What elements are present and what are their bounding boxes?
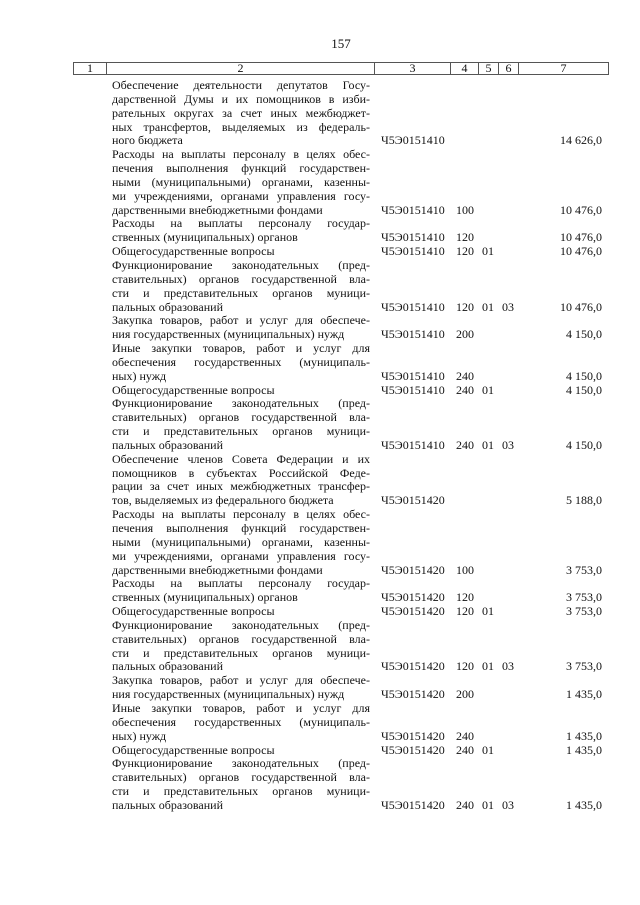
table-row xyxy=(0,384,640,398)
amount: 10 476,0 xyxy=(560,299,602,314)
section-code: 01 xyxy=(482,659,494,674)
description-line: дарственными внебюджетными фондами xyxy=(112,562,323,577)
description-line: ных) нужд xyxy=(112,728,167,743)
target-article-code: Ч5Э0151420 xyxy=(381,687,445,702)
expense-type-code: 120 xyxy=(456,604,474,619)
amount: 3 753,0 xyxy=(566,590,602,605)
table-row xyxy=(0,397,640,452)
column-header-7: 7 xyxy=(560,61,567,75)
row-description xyxy=(112,245,370,259)
description-line: ния государственных (муниципальных) нужд xyxy=(112,327,345,342)
table-row xyxy=(0,79,640,148)
description-line: Иные закупки товаров, работ и услуг для xyxy=(112,700,370,715)
target-article-code: Ч5Э0151420 xyxy=(381,797,445,812)
description-line: ственных (муниципальных) органов xyxy=(112,230,298,245)
description-line: Общегосударственные вопросы xyxy=(112,742,275,757)
target-article-code: Ч5Э0151410 xyxy=(381,437,445,452)
column-header-6: 6 xyxy=(499,63,519,74)
row-description xyxy=(112,605,370,619)
description-line: Закупка товаров, работ и услуг для обеспече- xyxy=(112,313,370,328)
target-article-code: Ч5Э0151420 xyxy=(381,659,445,674)
table-row xyxy=(0,453,640,508)
table-row xyxy=(0,744,640,758)
amount: 10 476,0 xyxy=(560,202,602,217)
amount: 3 753,0 xyxy=(566,562,602,577)
target-article-code: Ч5Э0151420 xyxy=(381,728,445,743)
description-line: сти и представительных органов муници- xyxy=(112,285,370,300)
description-line: Общегосударственные вопросы xyxy=(112,244,275,259)
description-line: печения выполнения функций государствен- xyxy=(112,521,370,535)
row-description xyxy=(112,342,370,384)
amount: 4 150,0 xyxy=(566,382,602,397)
table-body xyxy=(0,79,640,813)
target-article-code: Ч5Э0151410 xyxy=(381,230,445,245)
row-description xyxy=(112,619,370,674)
description-line: рательных округах за счет иных межбюджет- xyxy=(112,105,370,120)
expense-type-code: 120 xyxy=(456,590,474,605)
column-header-2: 2 xyxy=(107,63,375,74)
target-article-code: Ч5Э0151410 xyxy=(381,202,445,217)
description-line: Обеспечение членов Совета Федерации и их xyxy=(112,451,370,466)
target-article-code: Ч5Э0151410 xyxy=(381,327,445,342)
target-article-code: Ч5Э0151420 xyxy=(381,604,445,619)
description-line: сти и представительных органов муници- xyxy=(112,645,370,660)
expense-type-code: 240 xyxy=(456,797,474,812)
description-line: помощников в субъектах Российской Феде- xyxy=(112,465,370,480)
description-line: Расходы на выплаты персоналу государ- xyxy=(112,216,370,231)
amount: 10 476,0 xyxy=(560,230,602,245)
description-line: Функционирование законодательных (пред- xyxy=(112,257,370,272)
table-row xyxy=(0,674,640,702)
table-row xyxy=(0,259,640,314)
expense-type-code: 240 xyxy=(456,437,474,452)
expense-type-code: 100 xyxy=(456,202,474,217)
row-description xyxy=(112,744,370,758)
description-line: Расходы на выплаты персоналу в целях обес- xyxy=(112,507,370,522)
description-line: ного бюджета xyxy=(112,133,183,148)
table-header-row xyxy=(73,62,609,75)
table-row xyxy=(0,577,640,605)
description-line: ными (муниципальными) органами, казенны- xyxy=(112,174,370,189)
expense-type-code: 240 xyxy=(456,742,474,757)
row-description xyxy=(112,217,370,245)
amount: 1 435,0 xyxy=(566,728,602,743)
amount: 3 753,0 xyxy=(566,659,602,674)
target-article-code: Ч5Э0151410 xyxy=(381,244,445,259)
row-description xyxy=(112,397,370,452)
section-code: 01 xyxy=(482,382,494,397)
row-description xyxy=(112,148,370,217)
description-line: печения выполнения функций государствен- xyxy=(112,161,370,176)
description-line: сти и представительных органов муници- xyxy=(112,424,370,439)
description-line: Расходы на выплаты персоналу государ- xyxy=(112,576,370,591)
expense-type-code: 120 xyxy=(456,244,474,259)
description-line: Функционирование законодательных (пред- xyxy=(112,396,370,411)
description-line: ных) нужд xyxy=(112,368,167,383)
row-description xyxy=(112,577,370,605)
row-description xyxy=(112,757,370,812)
subsection-code: 03 xyxy=(502,797,514,812)
amount: 4 150,0 xyxy=(566,327,602,342)
table-row xyxy=(0,148,640,217)
amount: 1 435,0 xyxy=(566,797,602,812)
table-row xyxy=(0,757,640,812)
description-line: пальных образований xyxy=(112,659,223,674)
description-line: сти и представительных органов муници- xyxy=(112,784,370,799)
section-code: 01 xyxy=(482,437,494,452)
table-row xyxy=(0,342,640,384)
target-article-code: Ч5Э0151410 xyxy=(381,299,445,314)
description-line: Обеспечение деятельности депутатов Госу- xyxy=(112,78,370,92)
amount: 4 150,0 xyxy=(566,437,602,452)
expense-type-code: 240 xyxy=(456,368,474,383)
subsection-code: 03 xyxy=(502,437,514,452)
row-description xyxy=(112,259,370,314)
amount: 5 188,0 xyxy=(566,493,602,508)
target-article-code: Ч5Э0151410 xyxy=(381,368,445,383)
expense-type-code: 240 xyxy=(456,382,474,397)
description-line: обеспечения государственных (муниципаль- xyxy=(112,354,370,369)
description-line: Иные закупки товаров, работ и услуг для xyxy=(112,341,370,356)
column-header-1: 1 xyxy=(74,63,107,74)
expense-type-code: 200 xyxy=(456,687,474,702)
table-row xyxy=(0,702,640,744)
row-description xyxy=(112,702,370,744)
column-header-4: 4 xyxy=(451,63,479,74)
table-row xyxy=(0,508,640,577)
row-description xyxy=(112,453,370,508)
amount: 14 626,0 xyxy=(560,133,602,148)
description-line: дарственными внебюджетными фондами xyxy=(112,202,323,217)
description-line: Функционирование законодательных (пред- xyxy=(112,617,370,632)
expense-type-code: 100 xyxy=(456,562,474,577)
description-line: Общегосударственные вопросы xyxy=(112,604,275,619)
expense-type-code: 200 xyxy=(456,327,474,342)
expense-type-code: 240 xyxy=(456,728,474,743)
section-code: 01 xyxy=(482,742,494,757)
section-code: 01 xyxy=(482,797,494,812)
subsection-code: 03 xyxy=(502,299,514,314)
table-row xyxy=(0,245,640,259)
target-article-code: Ч5Э0151420 xyxy=(381,590,445,605)
row-description xyxy=(112,79,370,148)
description-line: рации за счет иных межбюджетных трансфер- xyxy=(112,479,370,494)
amount: 10 476,0 xyxy=(560,244,602,259)
target-article-code: Ч5Э0151410 xyxy=(381,133,445,148)
description-line: ставительных) органов государственной вла- xyxy=(112,770,370,785)
description-line: ственных (муниципальных) органов xyxy=(112,590,298,605)
description-line: ных трансфертов, выделяемых из федераль- xyxy=(112,119,370,134)
description-line: Расходы на выплаты персоналу в целях обес- xyxy=(112,147,370,162)
subsection-code: 03 xyxy=(502,659,514,674)
row-description xyxy=(112,384,370,398)
table-row xyxy=(0,619,640,674)
target-article-code: Ч5Э0151420 xyxy=(381,562,445,577)
target-article-code: Ч5Э0151410 xyxy=(381,382,445,397)
description-line: ными (муниципальными) органами, казенны- xyxy=(112,534,370,549)
page-number: 157 xyxy=(331,36,351,51)
description-line: тов, выделяемых из федерального бюджета xyxy=(112,493,334,508)
description-line: ставительных) органов государственной вла- xyxy=(112,410,370,425)
description-line: ния государственных (муниципальных) нужд xyxy=(112,687,345,702)
description-line: дарственной Думы и их помощников в изби- xyxy=(112,91,370,106)
table-row xyxy=(0,314,640,342)
description-line: обеспечения государственных (муниципаль- xyxy=(112,714,370,729)
column-header-5: 5 xyxy=(479,63,499,74)
amount: 1 435,0 xyxy=(566,742,602,757)
description-line: пальных образований xyxy=(112,797,223,812)
description-line: ми учреждениями, органами управления госу- xyxy=(112,188,370,203)
row-description xyxy=(112,508,370,577)
expense-type-code: 120 xyxy=(456,230,474,245)
amount: 4 150,0 xyxy=(566,368,602,383)
target-article-code: Ч5Э0151420 xyxy=(381,742,445,757)
target-article-code: Ч5Э0151420 xyxy=(381,493,445,508)
expense-type-code: 120 xyxy=(456,299,474,314)
row-description xyxy=(112,674,370,702)
section-code: 01 xyxy=(482,299,494,314)
section-code: 01 xyxy=(482,244,494,259)
amount: 3 753,0 xyxy=(566,604,602,619)
description-line: ставительных) органов государственной вла- xyxy=(112,271,370,286)
expense-type-code: 120 xyxy=(456,659,474,674)
description-line: пальных образований xyxy=(112,437,223,452)
table-row xyxy=(0,605,640,619)
description-line: пальных образований xyxy=(112,299,223,314)
amount: 1 435,0 xyxy=(566,687,602,702)
section-code: 01 xyxy=(482,604,494,619)
column-header-3: 3 xyxy=(375,63,451,74)
description-line: Общегосударственные вопросы xyxy=(112,382,275,397)
table-row xyxy=(0,217,640,245)
description-line: Функционирование законодательных (пред- xyxy=(112,756,370,771)
row-description xyxy=(112,314,370,342)
description-line: ставительных) органов государственной вла- xyxy=(112,631,370,646)
description-line: Закупка товаров, работ и услуг для обеспече- xyxy=(112,673,370,688)
description-line: ми учреждениями, органами управления госу- xyxy=(112,548,370,563)
